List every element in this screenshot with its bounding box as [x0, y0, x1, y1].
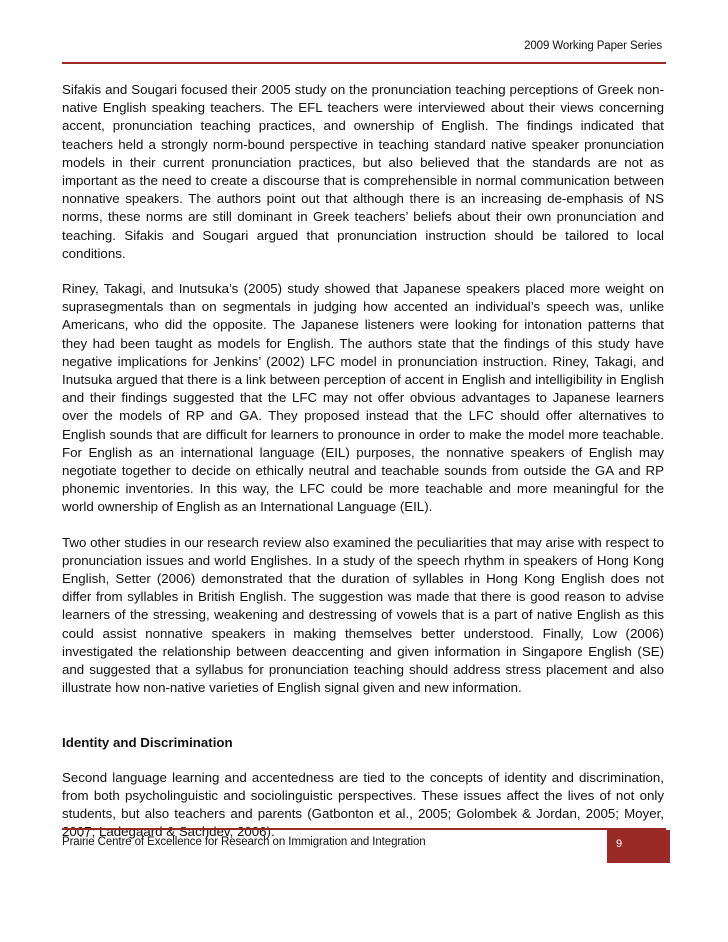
- paragraph-world-englishes: Two other studies in our research review also examined the peculiarities that may arise with respect to pronunciation issues and world Englishes. In a study of the speech rhythm in speakers of Hong Kong English, Setter (2006) demonstrated that the duration of syllables in Hong Kong English does not differ from syllables in British English. The suggestion was made that there is good reason to advise learners of the stressing, weakening and destressing of vowels that is a part of native English as this could assist nonnative speakers in making themselves better understood. Finally, Low (2006) investigated the relationship between deaccenting and given information in Singapore English (SE) and suggested that a syllabus for pronunciation teaching should address stress placement and also illustrate how non-native varieties of English signal given and new information.: [62, 534, 664, 696]
- page-number: 9: [616, 838, 623, 850]
- footer-divider: [62, 828, 666, 830]
- paragraph-identity: Second language learning and accentedness are tied to the concepts of identity and discrimination, from both psycholinguistic and sociolinguistic perspectives. These issues affect the lives of not only students, but also teachers and parents (Gatbonton et al., 2005; Golombek & Jordan, 2005; Moyer, 2007; Ladegaard & Sachdev, 2006).: [62, 769, 664, 840]
- header-divider: [62, 62, 666, 64]
- running-header: 2009 Working Paper Series: [524, 40, 662, 52]
- paragraph-sifakis-sougari: Sifakis and Sougari focused their 2005 study on the pronunciation teaching perceptions of Greek non-native English speaking teachers. The EFL teachers were interviewed about their views concerning accent, pronunciation teaching practices, and ownership of English. The findings indicated that teachers held a strongly norm-bound perspective in teaching standard native speaker pronunciation models in their current pronunciation practices, but also believed that the standards are not as important as the need to create a discourse that is comprehensible in normal communication between nonnative speakers. The authors point out that although there is an increasing de-emphasis of NS norms, these norms are still dominant in Greek teachers’ beliefs about their own pronunciation and teaching. Sifakis and Sougari argued that pronunciation instruction should be tailored to local conditions.: [62, 82, 664, 261]
- page-body: [62, 81, 664, 859]
- page-number-badge: [607, 830, 670, 863]
- paragraph-riney-takagi-inutsuka: Riney, Takagi, and Inutsuka’s (2005) study showed that Japanese speakers placed more weight on suprasegmentals than on segmentals in judging how accented an individual’s speech was, unlike Americans, who did the opposite. The Japanese listeners were looking for intonation patterns that they had been taught as models for English. The authors state that the findings of this study have negative implications for Jenkins’ (2002) LFC model in pronunciation instruction. Riney, Takagi, and Inutsuka argued that there is a link between perception of accent in English and intelligibility in English and their findings suggested that the LFC may not offer obvious advantages to Japanese learners over the models of RP and GA. They proposed instead that the LFC should offer alternatives to English sounds that are difficult for learners to pronounce in order to make the model more teachable. For English as an international language (EIL) purposes, the nonnative speakers of English may negotiate together to decide on ethically neutral and teachable sounds from outside the GA and RP phonemic inventories. In this way, the LFC could be more teachable and more meaningful for the world ownership of English as an International Language (EIL).: [62, 281, 664, 515]
- footer-organization: Prairie Centre of Excellence for Research on Immigration and Integration: [62, 836, 426, 848]
- section-heading: Identity and Discrimination: [62, 734, 233, 750]
